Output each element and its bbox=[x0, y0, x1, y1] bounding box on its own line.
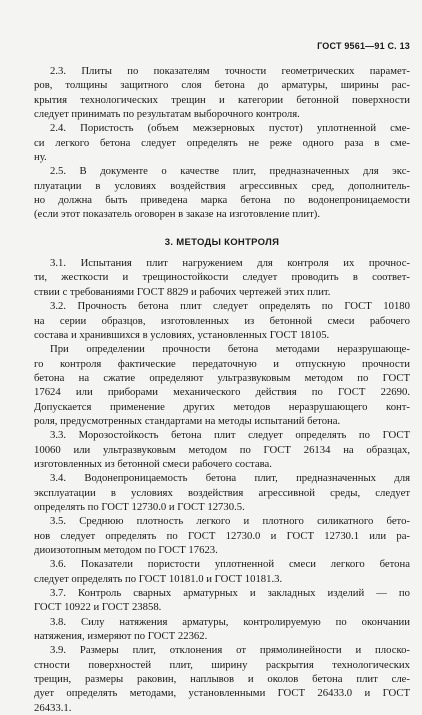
text-line: стности поверхностей плит, ширину раскрытия технологических bbox=[34, 658, 410, 671]
text-line: трещин, размеры раковин, наплывов и околов бетона плит сле- bbox=[34, 673, 410, 686]
text-line: 10060 или ультразвуковым методом по ГОСТ 26134 на образцах, bbox=[34, 443, 410, 456]
text-line: 2.4. Пористость (объем межзерновых пустот) уплотненной сме- bbox=[50, 122, 410, 135]
text-line: 3.4. Водонепроницаемость бетона плит, предназначенных для bbox=[50, 472, 410, 485]
text-line: ров, толщины защитного слоя бетона до арматуры, ширины рас- bbox=[34, 79, 410, 92]
text-line: 2.5. В документе о качестве плит, предназначенных для экс- bbox=[50, 165, 410, 178]
text-line: 3.7. Контроль сварных арматурных и закладных изделий — по bbox=[50, 587, 410, 600]
text-line: ГОСТ 10922 и ГОСТ 23858. bbox=[34, 601, 162, 614]
text-line: плуатации в условиях воздействия агрессивных сред, дополнитель- bbox=[34, 179, 410, 192]
text-line: 3.1. Испытания плит нагружением для контроля их прочнос- bbox=[50, 257, 410, 270]
text-line: бетона на сжатие определяют ультразвуковым методом по ГОСТ bbox=[34, 371, 410, 384]
text-line: натяжения, измеряют по ГОСТ 22362. bbox=[34, 630, 208, 643]
text-line: изготовленных из бетонной смеси рабочего состава. bbox=[34, 457, 272, 470]
text-line: крытия технологических трещин и категории бетонной поверхности bbox=[34, 93, 410, 106]
text-line: Допускается применение других методов неразрушающего конт- bbox=[34, 400, 410, 413]
text-line: диоизотопным методом по ГОСТ 17623. bbox=[34, 544, 218, 556]
text-line: ну. bbox=[34, 151, 47, 164]
page-header: ГОСТ 9561—91 С. 13 bbox=[317, 41, 410, 51]
text-line: но должна быть приведена марка бетона по водонепроницаемости bbox=[34, 194, 410, 207]
text-line: си легкого бетона следует определять не реже одного раза в сме- bbox=[34, 136, 410, 149]
text-line: состава и хранившихся в условиях, установленных ГОСТ 18105. bbox=[34, 328, 330, 341]
text-line: ти, жесткости и трещиностойкости следует проводить в соответ- bbox=[34, 271, 410, 284]
text-line: следует принимать по результатам выборочного контроля. bbox=[34, 108, 300, 121]
text-line: на серии образцов, изготовленных из бетонной смеси рабочего bbox=[34, 314, 410, 327]
text-line: 3.9. Размеры плит, отклонения от прямолинейности и плоско- bbox=[50, 644, 410, 657]
text-line: 3.2. Прочность бетона плит следует определять по ГОСТ 10180 bbox=[50, 300, 410, 313]
document-body bbox=[34, 64, 410, 715]
text-line: 3.3. Морозостойкость бетона плит следует определять по ГОСТ bbox=[50, 429, 410, 442]
text-line: роля, предусмотренных стандартами на методы испытаний бетона. bbox=[34, 414, 341, 427]
text-line: 2.3. Плиты по показателям точности геометрических парамет- bbox=[50, 65, 410, 77]
section-title: 3. МЕТОДЫ КОНТРОЛЯ bbox=[164, 236, 280, 248]
text-line: следует определять по ГОСТ 10181.0 и ГОСТ 10181.3. bbox=[34, 572, 283, 585]
text-line: (если этот показатель оговорен в заказе на изготовление плит). bbox=[34, 208, 320, 221]
text-line: ствии с требованиями ГОСТ 8829 и рабочих чертежей этих плит. bbox=[34, 285, 331, 298]
text-line: 3.6. Показатели пористости уплотненной смеси легкого бетона bbox=[50, 558, 410, 571]
text-line: эксплуатации в условиях воздействия агрессивной среды, следует bbox=[34, 486, 410, 499]
text-line: го контроля фактические передаточную и отпускную прочности bbox=[34, 357, 410, 370]
text-line: дует определять методами, установленными ГОСТ 26433.0 и ГОСТ bbox=[34, 687, 410, 700]
text-line: 26433.1. bbox=[34, 701, 72, 714]
text-line: определять по ГОСТ 12730.0 и ГОСТ 12730.5. bbox=[34, 500, 245, 513]
text-line: 3.8. Силу натяжения арматуры, контролируемую по окончании bbox=[50, 615, 410, 628]
text-line: 3.5. Среднюю плотность легкого и плотного силикатного бето- bbox=[50, 515, 410, 528]
text-line: 17624 или приборами механического действия по ГОСТ 22690. bbox=[34, 386, 410, 399]
text-line: При определении прочности бетона методами неразрушающе- bbox=[50, 343, 410, 356]
text-line: нов следует определять по ГОСТ 12730.0 и ГОСТ 12730.1 или ра- bbox=[34, 529, 410, 542]
